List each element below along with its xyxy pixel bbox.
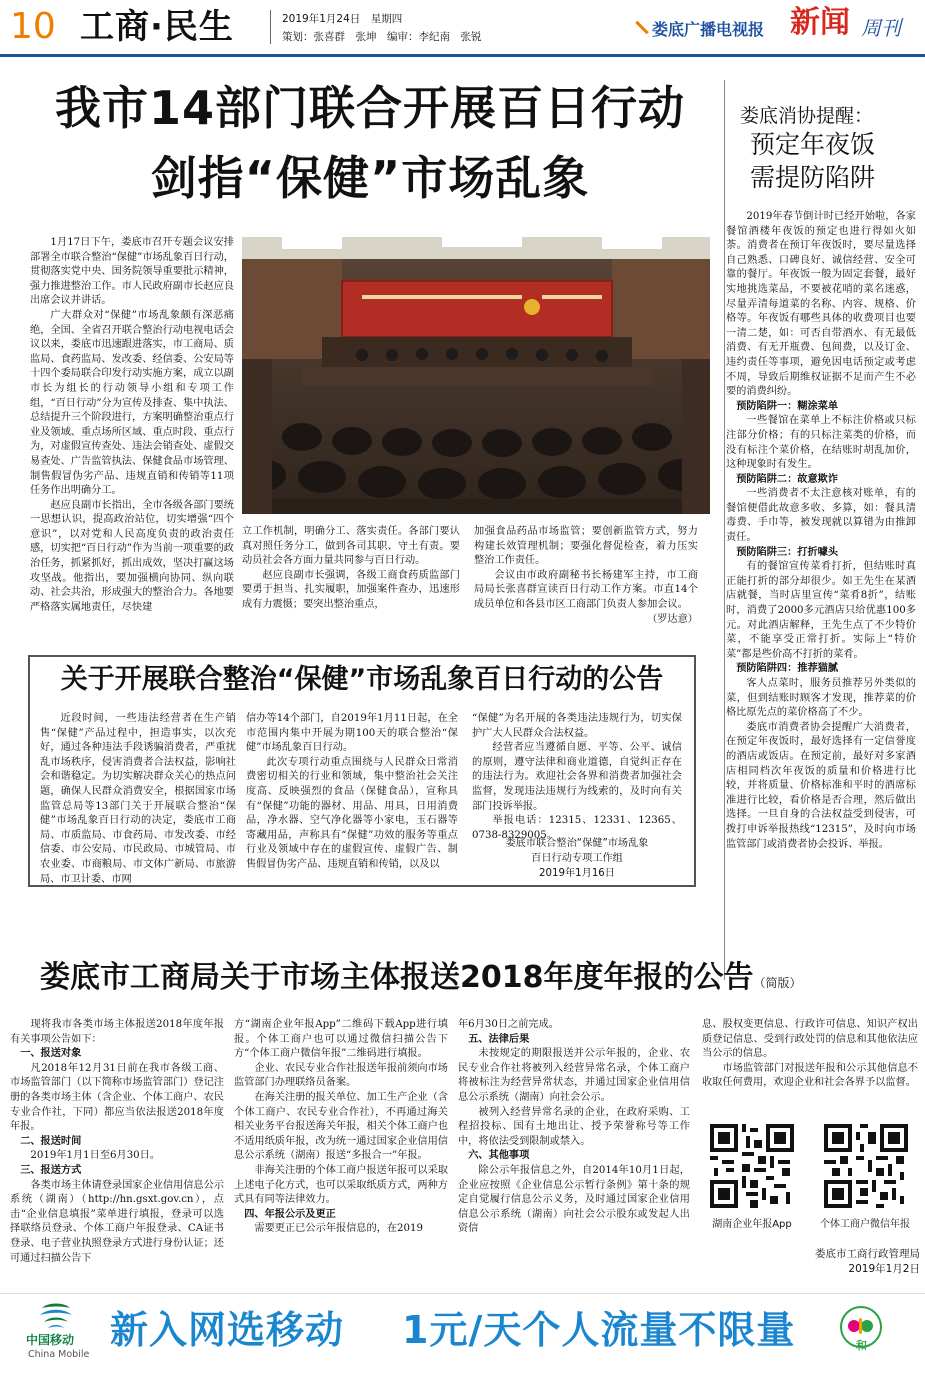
report-heading: 一、报送对象: [20, 1048, 82, 1060]
notice-column-3: [472, 712, 682, 843]
report-title: [40, 958, 900, 1003]
report-column-1: [10, 1018, 224, 1266]
sidebar-paragraph: 2019年春节倒计时已经开始啦，各家餐馆酒楼年夜饭的预定也进行得如火如荼。消费者在预订年夜饭时，要尽量选择自己熟悉、口碑良好、诚信经营、安全可靠的餐厅。年夜饭一般为固定套餐，最好实地挑选菜品，不要被花哨的菜名迷惑，尽量弄清每道菜的名称、内容、规格、价格等。年夜饭有哪些具体的收费项目也要一清二楚，如：可否自带酒水、有无最低消费、有无开瓶费、包间费，以及订金、违约责任等事项，避免因电话预定或考虑不周，导致后期维权证据不足而产生不必要的消费纠纷。: [726, 211, 916, 398]
report-heading: 二、报送时间: [20, 1135, 82, 1147]
report-title-note: （简版）: [753, 976, 802, 990]
lead-paragraph: 立工作机制，明确分工、落实责任。各部门要认真对照任务分工，做到各司其职、守土有责。要动员社会各方面力量共同参与百日行动。: [242, 526, 460, 567]
report-heading: 六、其他事项: [468, 1150, 530, 1162]
lead-column-2: [242, 525, 460, 613]
editorial-staff: 策划：张喜群 张坤 编审：李纪南 张锐: [282, 31, 482, 43]
report-paragraph: 在海关注册的报关单位、加工生产企业（含个体工商户、农民专业合作社），不再通过海关相关业务平台报送海关年报，相关个体工商户也不适用纸质年报，改为统一通过国家企业信用信息公示系统（湖南）报送“多报合一”年报。: [234, 1091, 448, 1162]
paper-name: 新闻: [790, 5, 850, 40]
report-signature: [760, 1247, 920, 1277]
trap-heading: 预防陷阱四：推荐猫腻: [736, 663, 839, 675]
lead-paragraph: 1月17日下午，娄底市召开专题会议安排部署全市联合整治“保健”市场乱象百日行动，贯彻落实党中央、国务院领导重要批示精神，强力推进整治工作。市人民政府副市长赵应良出席会议并讲话。: [30, 237, 234, 307]
trap-heading: 预防陷阱一：糊涂菜单: [736, 400, 839, 412]
qr-caption-annual-report-app: 湖南企业年报App: [712, 1219, 792, 1230]
trap-text: 有的餐馆宣传菜肴打折，但结账时真正能打折的部分却很少。如王先生在某酒店就餐，当时店里宣传“菜肴8折”，结账时，消费了2000多元酒店只给优惠100多元。对此酒店解释，王先生点了不少特价菜，不能享受正常打折。实际上“特价菜”都是些价高不打折的菜肴。: [726, 561, 916, 660]
lead-column-3: [474, 525, 698, 627]
report-paragraph: 未按规定的期限报送并公示年报的，企业、农民专业合作社将被列入经营异常名录，个体工商户将被标注为经营异常状态，并通过国家企业信用信息公示系统（湖南）向社会公示。: [458, 1048, 690, 1103]
issue-date: 2019年1月24日 星期四: [282, 13, 403, 25]
meeting-photo-image: [242, 237, 710, 514]
report-paragraph: 凡2018年12月31日前在我市各级工商、市场监管部门（以下简称市场监管部门）登记注册的各类市场主体（含企业、个体工商户、农民专业合作社，下同）都应当依法报送2018年度年报。: [10, 1062, 224, 1133]
trap-text: 客人点菜时，服务员推荐另外类似的菜，但到结账时顾客才发现，推荐菜的价格比原先点的菜价格高了不少。: [726, 678, 916, 719]
ad-logo-english: China Mobile: [28, 1349, 90, 1360]
and-brand-text: 和: [856, 1339, 867, 1352]
lead-paragraph: 加强食品药品市场监管；要创新监管方式，努力构建长效管理机制；要强化督促检查，着力压实整治工作责任。: [474, 526, 698, 567]
ad-headline: 新入网选移动: [110, 1308, 345, 1352]
report-title-text: 娄底市工商局关于市场主体报送2018年度年报的公告: [40, 960, 754, 995]
notice-paragraph: 信办等14个部门，自2019年1月11日起，在全市范围内集中开展为期100天的联合整治“保健”市场乱象百日行动。: [246, 713, 458, 754]
report-paragraph: 息、股权变更信息、行政许可信息、知识产权出质登记信息、受到行政处罚的信息和其他依法应当公示的信息。: [702, 1019, 918, 1060]
sidebar-divider: [724, 80, 725, 980]
report-paragraph: 市场监管部门对报送年报和公示其他信息不收取任何费用，欢迎企业和社会各界予以监督。: [702, 1062, 918, 1089]
sidebar-closing: 娄底市消费者协会提醒广大消费者，在预定年夜饭时，最好选择有一定信誉度的酒店或饭店。在预定前，最好对多家酒店相同档次年夜饭的质量和价格进行比较，并将质量、价格标准和平时的酒席标准进行比较，看价格是否合理，然后做出选择。一旦自身的合法权益受到侵害，可拨打申诉举报热线“12315”，及时向市场监管部门或消费者协会投诉、举报。: [726, 721, 916, 850]
qr-code-wechat-report[interactable]: [820, 1120, 912, 1212]
notice-title: 关于开展联合整治“保健”市场乱象百日行动的公告: [60, 664, 664, 695]
trap-text: 一些餐馆在菜单上不标注价格或只标注部分价格；有的只标注菜类的价格，而没有标注个菜价格，在结账时胡乱加价，这种现象时有发生。: [726, 415, 916, 471]
notice-paragraph: “保健”为名开展的各类违法违规行为，切实保护广大人民群众合法权益。: [472, 713, 682, 739]
lead-headline-line-1: 我市14部门联合开展百日行动: [54, 81, 685, 135]
china-mobile-logo-icon: [36, 1300, 76, 1332]
page-number: 10: [10, 6, 56, 47]
report-column-2: [234, 1018, 448, 1237]
report-paragraph: 需要更正已公示年报信息的，在2019: [254, 1223, 423, 1235]
report-paragraph: 方“湖南企业年报App”二维码下载App进行填报。个体工商户也可以通过微信扫描公告下方“个体工商户微信年报”二维码进行填报。: [234, 1019, 448, 1060]
report-paragraph: 非海关注册的个体工商户报送年报可以采取上述电子化方式，也可以采取纸质方式，两种方式具有同等法律效力。: [234, 1164, 448, 1206]
report-heading: 三、报送方式: [20, 1164, 82, 1176]
qr-code-icon: [820, 1120, 912, 1212]
lead-paragraph: 会议由市政府副秘书长杨建军主持，市工商局局长张喜群宣读百日行动工作方案。市直14个成员单位和各县市区工商部门负责人参加会议。: [474, 569, 698, 610]
notice-paragraph: 此次专项行动重点围绕与人民群众日常消费密切相关的行业和领域，集中整治社会关注度高、反映强烈的食品（保健食品），宣称具有“保健”功能的器材、用品、用具，日用消费品，净水器、空气净化器等小家电，玉石器等寄藏用品，声称具有“保健”功效的服务等重点行业及领域中存在的虚假宣传、虚假广告、制售假冒伪劣产品、违规直销和传销，以及以: [246, 756, 458, 870]
qr-caption-wechat-report: 个体工商户微信年报: [820, 1219, 910, 1230]
qr-code-annual-report-app[interactable]: [706, 1120, 798, 1212]
report-paragraph: 除公示年报信息之外，自2014年10月1日起，企业应按照《企业信息公示暂行条例》第十条的规定自觉履行信息公示义务，及时通过国家企业信用信息公示系统（湖南）向社会公示股东或发起人出资信: [458, 1164, 690, 1235]
sidebar-kicker: 娄底消协提醒：: [740, 105, 874, 127]
meeting-photo: [242, 237, 710, 514]
report-heading: 五、法律后果: [468, 1033, 530, 1045]
report-paragraph: 现将我市各类市场主体报送2018年度年报有关事项公告如下：: [10, 1019, 224, 1045]
notice-signature: [472, 836, 682, 881]
trap-text: 一些消费者不太注意核对账单，有的餐馆便借此故意多收、多算，如：餐具清毒费、手巾等，被发现就以算错为由推卸责任。: [726, 488, 916, 544]
lead-column-1: [30, 236, 234, 615]
sidebar-headline-line-1: 预定年夜饭: [750, 130, 876, 159]
lead-paragraph: 赵应良副市长强调，各级工商食药质监部门要勇于担当、扎实履职，加强案件查办，迅速形成有力震慑；要突出整治重点，: [242, 569, 460, 610]
lead-headline-line-2: 剑指“保健”市场乱象: [150, 151, 590, 205]
station-name: 娄底广播电视报: [652, 20, 765, 39]
report-paragraph: 2019年1月1日至6月30日。: [30, 1150, 161, 1162]
header-rule: [0, 54, 925, 57]
notice-paragraph: 近段时间，一些违法经营者在生产销售“保健”产品过程中，担造事实，以次充好，通过各种违法手段诱骗消费者，严重扰乱市场秩序，侵害消费者合法权益，影响社会和谐稳定。为切实解决群众关心的热点问题，确保人民群众消费安全，根据国家市场监管总局等13部门关于开展联合整治“保健”市场乱象百日行动的决定，娄底市工商局、市质监局、市食药局、市发改委、市经信委、市公安局、市民政局、市城管局、市农业委、市商粮局、市文体广新局、市旅游局、市卫计委、市网: [40, 713, 236, 885]
sidebar-body: [726, 210, 916, 852]
report-heading: 四、年报公示及更正: [244, 1208, 336, 1220]
notice-paragraph: 经营者应当遵循自愿、平等、公平、诚信的原则，遵守法律和商业道德，自觉纠正存在的违法行为。欢迎社会各界和消费者加强社会监督，发现违法违规行为线索的，及时向有关部门投诉举报。: [472, 742, 682, 812]
lead-paragraph: 广大群众对“保健”市场乱象颇有深恶痛绝，全国、全省召开联合整治行动电视电话会议以来，娄底市迅速跟进落实，市工商局、质监局、食药监局、发改委、经信委、公安局等十四个委局联合印发行动实施方案，成立以副市长为组长的行动领导小组和专项工作组，“百日行动”分为宣传及排查、集中执法、总结提升三个阶段进行，方案明确整治重点行业及领域、重点场所区域、重点时段、重点行为，对虚假宣传查处、违法会销查处、虚假交易查处、广告监管执法、保健食品市场管理、制售假冒伪劣产品、违规直销和传销等11项任务作出明确分工。: [30, 309, 234, 497]
report-signer: 娄底市工商行政管理局: [815, 1248, 920, 1260]
report-paragraph: 年6月30日之前完成。: [458, 1019, 559, 1030]
trap-heading: 预防陷阱三：打折噱头: [736, 546, 839, 558]
paper-suffix: 周刊: [861, 16, 901, 40]
notice-hotline: 举报电话：12315、12331、12365、0738-8329005。: [472, 815, 682, 841]
lead-byline: （罗达意）: [647, 613, 698, 625]
notice-signer-1: 娄底市联合整治“保健”市场乱象: [505, 838, 649, 849]
report-column-4: [702, 1018, 918, 1091]
report-paragraph: 被列入经营异常名录的企业，在政府采购、工程招投标、国有土地出让、授予荣誉称号等工作中，将依法受到限制或禁入。: [458, 1106, 690, 1147]
notice-column-1: [40, 712, 236, 887]
report-sign-date: 2019年1月2日: [848, 1263, 920, 1275]
header-divider: [270, 10, 271, 44]
notice-sign-date: 2019年1月16日: [539, 868, 615, 879]
ad-subline: 1元/天个人流量不限量: [402, 1308, 796, 1352]
report-column-3: [458, 1018, 690, 1237]
report-paragraph: 企业、农民专业合作社报送年报前须向市场监管部门办理联络员备案。: [234, 1062, 448, 1089]
ad-logo-chinese: 中国移动: [26, 1333, 75, 1347]
lead-paragraph: 赵应良副市长指出，全市各级各部门要统一思想认识，提高政治站位，切实增强“四个意识”，以对党和人民高度负责的政治责任感，切实把“百日行动”作为当前一项重要的政治任务，抓紧抓好，抓出成效，坚决打赢这场攻坚战。他指出，要加强横向协同、纵向联动、社会共治，形成强大的整治合力。各地要严格落实属地责任，尽快建: [30, 499, 234, 613]
qr-code-icon: [706, 1120, 798, 1212]
section-title: 工商·民生: [80, 7, 234, 47]
trap-heading: 预防陷阱二：故意欺诈: [736, 473, 839, 485]
report-paragraph: 各类市场主体请登录国家企业信用信息公示系统（湖南）（http://hn.gsxt.gov.cn），点击“企业信息填报”菜单进行填报，登录可以选择联络员登录、个体工商户年报登录、CA证书登录、电子营业执照登录方式进行身份认证；还可通过扫描公告下: [10, 1179, 224, 1264]
header-accent-mark: [635, 21, 648, 34]
notice-signer-2: 百日行动专项工作组: [531, 853, 623, 864]
notice-column-2: [246, 712, 458, 873]
sidebar-headline-line-2: 需提防陷阱: [750, 163, 876, 192]
